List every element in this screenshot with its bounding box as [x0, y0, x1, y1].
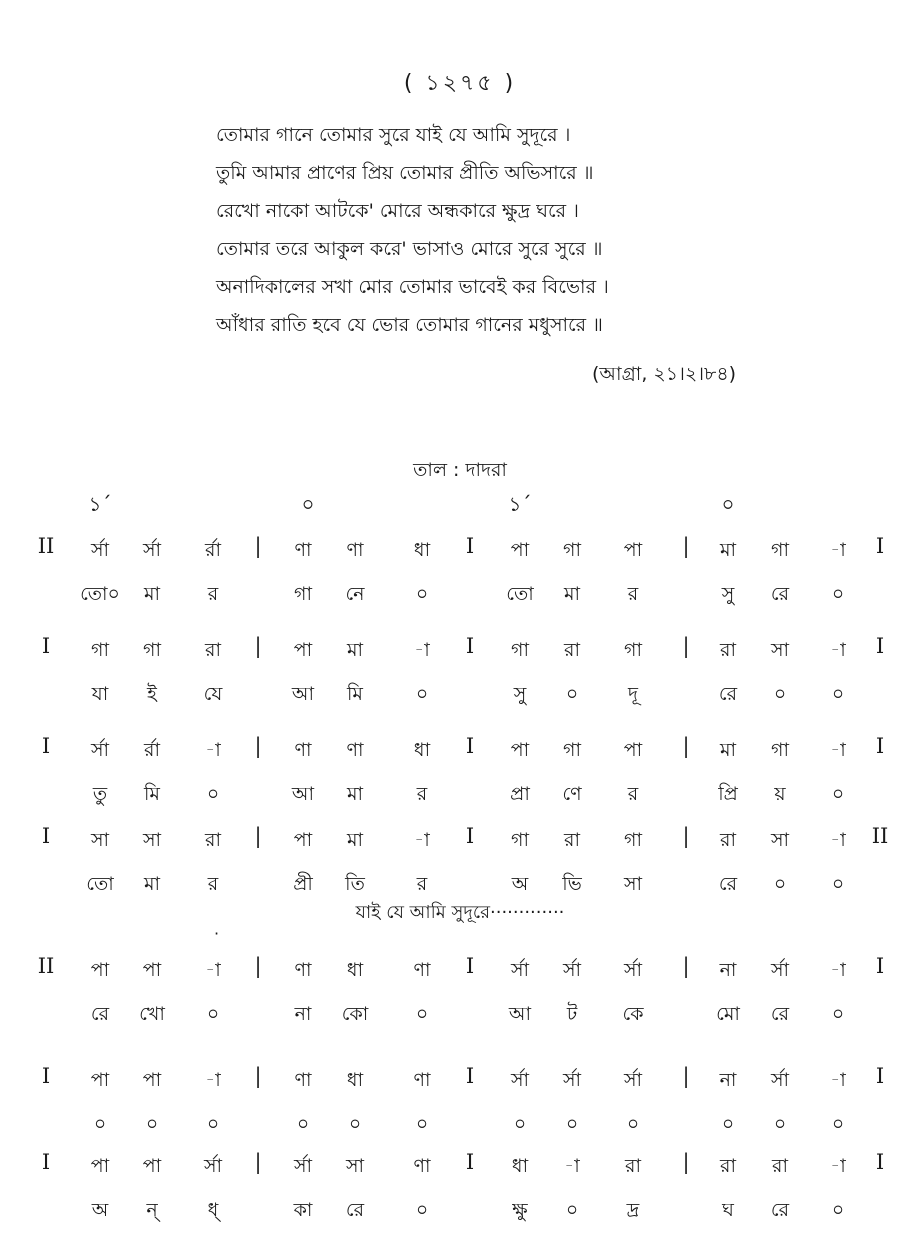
- bar-line: |: [682, 954, 690, 978]
- lyric-syllable: ০: [93, 1113, 107, 1135]
- swara-note: র্সা: [623, 1069, 643, 1091]
- lyric-syllable: র: [627, 783, 639, 805]
- lyric-line: তোমার তরে আকুল করে' ভাসাও মোরে সুরে সুরে ॥: [216, 238, 603, 260]
- refrain-caption: যাই যে আমি সুদূরে·············: [355, 902, 565, 923]
- beat-mark: ০: [721, 492, 735, 516]
- lyric-syllable: র: [416, 873, 428, 895]
- bar-line: |: [254, 1064, 262, 1088]
- bar-line: |: [682, 824, 690, 848]
- lyric-syllable: খো: [139, 1003, 165, 1025]
- lyric-syllable: আ: [291, 783, 315, 805]
- swara-note: পা: [142, 1069, 162, 1091]
- swara-note: মা: [719, 739, 737, 761]
- swara-note: ধা: [413, 539, 431, 561]
- swara-note: পা: [90, 1155, 110, 1177]
- lyric-line: রেখো নাকো আটকে' মোরে অন্ধকারে ক্ষুদ্র ঘরে ।: [216, 200, 579, 222]
- lyric-syllable: প্রা: [510, 783, 530, 805]
- bar-line: II: [37, 954, 55, 978]
- swara-note: র্সা: [770, 1069, 790, 1091]
- swara-note: গা: [624, 829, 642, 851]
- lyric-syllable: মি: [144, 783, 160, 805]
- bar-line: |: [682, 634, 690, 658]
- bar-line: I: [41, 824, 51, 848]
- lyric-syllable: ০: [831, 873, 845, 895]
- lyric-syllable: কা: [293, 1199, 313, 1221]
- lyric-syllable: ০: [206, 783, 220, 805]
- lyric-syllable: তো০: [80, 583, 120, 605]
- lyric-syllable: সু: [721, 583, 735, 605]
- swara-note: র্সা: [510, 1069, 530, 1091]
- swara-note: র্রা: [205, 539, 221, 561]
- swara-note: -া: [205, 1069, 221, 1091]
- bar-line: I: [465, 534, 475, 558]
- lyric-syllable: ০: [415, 1113, 429, 1135]
- lyric-syllable: ০: [206, 1113, 220, 1135]
- lyric-syllable: মা: [143, 583, 161, 605]
- swara-note: পা: [142, 959, 162, 981]
- bar-line: |: [254, 1150, 262, 1174]
- swara-note: -া: [830, 829, 846, 851]
- beat-mark: ১´: [508, 492, 532, 516]
- swara-note: গা: [511, 829, 529, 851]
- bar-line: I: [465, 824, 475, 848]
- lyric-syllable: ০: [831, 783, 845, 805]
- bar-line: |: [682, 1150, 690, 1174]
- swara-note: র্সা: [203, 1155, 223, 1177]
- lyric-syllable: ০: [831, 583, 845, 605]
- lyric-syllable: প্রি: [718, 783, 738, 805]
- bar-line: |: [254, 954, 262, 978]
- swara-note: পা: [90, 1069, 110, 1091]
- bar-line: II: [37, 534, 55, 558]
- bar-line: I: [41, 1150, 51, 1174]
- swara-note: -া: [830, 1069, 846, 1091]
- swara-note: র্সা: [90, 739, 110, 761]
- lyric-syllable: ঘ: [722, 1199, 734, 1221]
- swara-note: -া: [830, 739, 846, 761]
- bar-line: I: [41, 734, 51, 758]
- bar-line: |: [682, 734, 690, 758]
- lyric-syllable: রে: [770, 1199, 790, 1221]
- swara-note: -া: [205, 959, 221, 981]
- lyric-syllable: ০: [831, 683, 845, 705]
- lyric-line: আঁধার রাতি হবে যে ভোর তোমার গানের মধুসারে ॥: [216, 314, 603, 336]
- bar-line: I: [875, 1064, 885, 1088]
- composition-date: (আগ্রা, ২১।২।৮৪): [592, 363, 737, 385]
- lyric-syllable: য়: [774, 783, 786, 805]
- lyric-syllable: র: [207, 873, 219, 895]
- swara-note: র্সা: [770, 959, 790, 981]
- swara-note: -া: [414, 829, 430, 851]
- swara-note: গা: [563, 539, 581, 561]
- swara-note: গা: [563, 739, 581, 761]
- dot-mark: ·: [214, 924, 220, 943]
- swara-note: সা: [345, 1155, 365, 1177]
- lyric-syllable: ০: [145, 1113, 159, 1135]
- lyric-syllable: র: [416, 783, 428, 805]
- lyric-syllable: ণে: [562, 783, 582, 805]
- lyric-line: অনাদিকালের সখা মোর তোমার ভাবেই কর বিভোর ।: [216, 276, 609, 298]
- swara-note: রা: [564, 829, 580, 851]
- swara-note: গা: [624, 639, 642, 661]
- swara-note: -া: [564, 1155, 580, 1177]
- swara-note: মা: [346, 639, 364, 661]
- lyric-syllable: ০: [415, 1003, 429, 1025]
- lyric-syllable: তু: [92, 783, 108, 805]
- lyric-syllable: ০: [831, 1113, 845, 1135]
- swara-note: রা: [720, 1155, 736, 1177]
- lyric-syllable: তো: [86, 873, 114, 895]
- bar-line: I: [465, 1150, 475, 1174]
- swara-note: ণা: [294, 739, 312, 761]
- lyric-syllable: মা: [346, 783, 364, 805]
- swara-note: ণা: [413, 959, 431, 981]
- swara-note: সা: [770, 829, 790, 851]
- lyric-syllable: নে: [345, 583, 365, 605]
- lyric-syllable: ০: [721, 1113, 735, 1135]
- bar-line: I: [465, 954, 475, 978]
- swara-note: পা: [623, 739, 643, 761]
- lyric-syllable: রে: [770, 1003, 790, 1025]
- swara-note: ণা: [294, 959, 312, 981]
- swara-note: রা: [205, 829, 221, 851]
- swara-note: র্সা: [510, 959, 530, 981]
- swara-note: র্সা: [142, 539, 162, 561]
- beat-markers: [0, 490, 920, 524]
- swara-note: রা: [205, 639, 221, 661]
- swara-note: র্সা: [562, 1069, 582, 1091]
- lyric-syllable: তো: [506, 583, 534, 605]
- swara-note: র্সা: [623, 959, 643, 981]
- swara-note: ণা: [294, 539, 312, 561]
- bar-line: |: [254, 534, 262, 558]
- lyric-syllable: ই: [147, 683, 157, 705]
- bar-line: |: [682, 1064, 690, 1088]
- swara-note: পা: [142, 1155, 162, 1177]
- swara-note: পা: [510, 539, 530, 561]
- swara-note: ণা: [294, 1069, 312, 1091]
- swara-note: র্রা: [144, 739, 160, 761]
- lyric-syllable: ০: [565, 1113, 579, 1135]
- lyric-syllable: মো: [716, 1003, 740, 1025]
- swara-note: গা: [771, 739, 789, 761]
- bar-line: I: [875, 954, 885, 978]
- lyric-syllable: ভি: [562, 873, 582, 895]
- swara-note: রা: [720, 829, 736, 851]
- lyric-syllable: প্রী: [293, 873, 313, 895]
- lyrics-block: [216, 116, 856, 344]
- lyric-syllable: ০: [565, 1199, 579, 1221]
- lyric-syllable: কে: [622, 1003, 644, 1025]
- swara-note: -া: [830, 639, 846, 661]
- swara-note: -া: [205, 739, 221, 761]
- swara-note: ণা: [413, 1069, 431, 1091]
- lyric-syllable: যে: [203, 683, 223, 705]
- lyric-line: তোমার গানে তোমার সুরে যাই যে আমি সুদূরে ।: [216, 124, 571, 146]
- lyric-line: তুমি আমার প্রাণের প্রিয় তোমার প্রীতি অভিসারে ॥: [216, 162, 594, 184]
- lyric-syllable: আ: [291, 683, 315, 705]
- swara-note: সা: [770, 639, 790, 661]
- swara-note: র্সা: [90, 539, 110, 561]
- swara-note: সা: [90, 829, 110, 851]
- bar-line: I: [41, 1064, 51, 1088]
- swara-note: পা: [293, 639, 313, 661]
- bar-line: I: [465, 634, 475, 658]
- swara-note: ণা: [346, 539, 364, 561]
- lyric-syllable: ০: [773, 873, 787, 895]
- lyric-syllable: মা: [563, 583, 581, 605]
- swara-note: গা: [511, 639, 529, 661]
- swara-note: ধা: [346, 959, 364, 981]
- lyric-syllable: সু: [513, 683, 527, 705]
- taal-heading: তাল : দাদরা: [413, 459, 507, 481]
- bar-line: I: [465, 734, 475, 758]
- swara-note: ণা: [346, 739, 364, 761]
- bar-line: I: [875, 534, 885, 558]
- lyric-syllable: কো: [341, 1003, 369, 1025]
- lyric-syllable: ০: [415, 1199, 429, 1221]
- lyric-syllable: ০: [626, 1113, 640, 1135]
- lyric-syllable: ০: [831, 1199, 845, 1221]
- lyric-syllable: ০: [773, 1113, 787, 1135]
- lyric-syllable: অ: [511, 873, 529, 895]
- lyric-syllable: তি: [345, 873, 365, 895]
- swara-note: রা: [625, 1155, 641, 1177]
- lyric-syllable: ০: [415, 683, 429, 705]
- lyric-syllable: ন্: [146, 1199, 158, 1221]
- bar-line: II: [871, 824, 889, 848]
- lyric-syllable: দ্র: [626, 1199, 640, 1221]
- lyric-syllable: র: [207, 583, 219, 605]
- bar-line: I: [465, 1064, 475, 1088]
- lyric-syllable: মা: [143, 873, 161, 895]
- lyric-syllable: সা: [623, 873, 643, 895]
- lyric-syllable: রে: [770, 583, 790, 605]
- lyric-syllable: আ: [508, 1003, 532, 1025]
- beat-mark: ০: [301, 492, 315, 516]
- bar-line: I: [875, 734, 885, 758]
- lyric-syllable: যা: [91, 683, 109, 705]
- bar-line: I: [875, 1150, 885, 1174]
- swara-note: ধা: [346, 1069, 364, 1091]
- lyric-syllable: ০: [296, 1113, 310, 1135]
- swara-note: গা: [143, 639, 161, 661]
- lyric-syllable: রে: [718, 873, 738, 895]
- swara-note: রা: [564, 639, 580, 661]
- swara-note: ধা: [511, 1155, 529, 1177]
- lyric-syllable: ০: [565, 683, 579, 705]
- swara-note: না: [719, 1069, 737, 1091]
- swara-note: ধা: [413, 739, 431, 761]
- bar-line: |: [254, 824, 262, 848]
- swara-note: গা: [91, 639, 109, 661]
- song-number: ( ১২৭৫ ): [403, 71, 517, 96]
- beat-mark: ১´: [88, 492, 112, 516]
- lyric-syllable: রে: [718, 683, 738, 705]
- lyric-syllable: গা: [294, 583, 312, 605]
- bar-line: |: [254, 634, 262, 658]
- swara-note: না: [719, 959, 737, 981]
- lyric-syllable: ০: [415, 583, 429, 605]
- swara-note: পা: [90, 959, 110, 981]
- swara-note: -া: [830, 959, 846, 981]
- lyric-syllable: ধ্: [207, 1199, 219, 1221]
- lyric-syllable: র: [627, 583, 639, 605]
- swara-note: র্সা: [562, 959, 582, 981]
- swara-note: পা: [293, 829, 313, 851]
- swara-note: র্সা: [293, 1155, 313, 1177]
- bar-line: I: [41, 634, 51, 658]
- lyric-syllable: রে: [90, 1003, 110, 1025]
- bar-line: |: [254, 734, 262, 758]
- swara-note: ণা: [413, 1155, 431, 1177]
- swara-note: -া: [414, 639, 430, 661]
- swara-note: -া: [830, 1155, 846, 1177]
- lyric-syllable: ০: [773, 683, 787, 705]
- lyric-syllable: ট: [566, 1003, 578, 1025]
- lyric-syllable: ০: [513, 1113, 527, 1135]
- lyric-syllable: ০: [831, 1003, 845, 1025]
- swara-note: সা: [142, 829, 162, 851]
- lyric-syllable: অ: [91, 1199, 109, 1221]
- lyric-syllable: মি: [347, 683, 363, 705]
- lyric-syllable: রে: [345, 1199, 365, 1221]
- swara-note: গা: [771, 539, 789, 561]
- bar-line: I: [875, 634, 885, 658]
- lyric-syllable: ০: [348, 1113, 362, 1135]
- swara-note: রা: [720, 639, 736, 661]
- swara-note: -া: [830, 539, 846, 561]
- swara-note: মা: [719, 539, 737, 561]
- lyric-syllable: ক্ষু: [512, 1199, 528, 1221]
- swara-note: পা: [623, 539, 643, 561]
- swara-note: রা: [772, 1155, 788, 1177]
- bar-line: |: [682, 534, 690, 558]
- swara-note: মা: [346, 829, 364, 851]
- lyric-syllable: ০: [206, 1003, 220, 1025]
- lyric-syllable: না: [294, 1003, 312, 1025]
- lyric-syllable: দূ: [628, 683, 638, 705]
- swara-note: পা: [510, 739, 530, 761]
